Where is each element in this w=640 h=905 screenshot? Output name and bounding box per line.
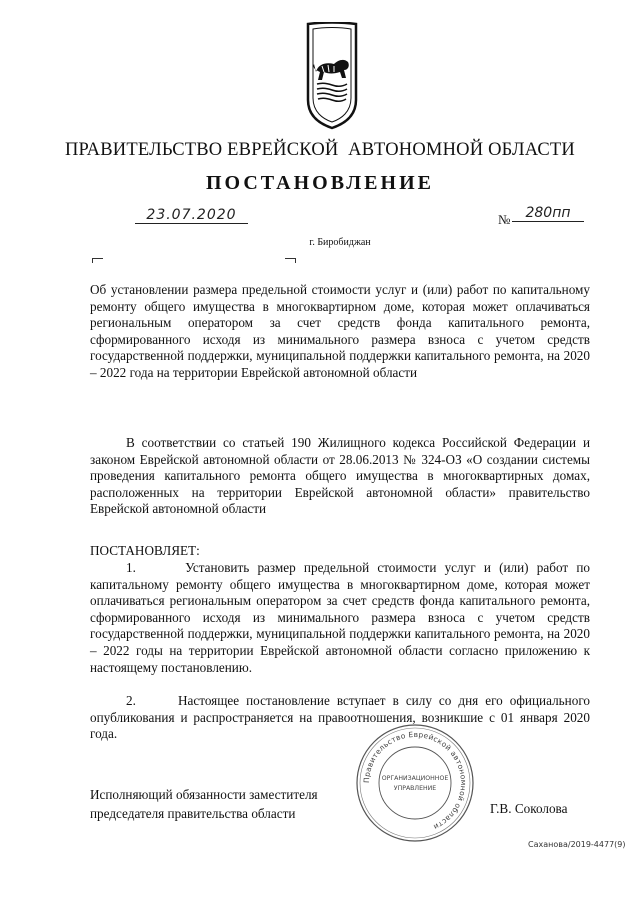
signatory-name: Г.В. Соколова (490, 801, 568, 816)
preamble-paragraph: В соответствии со статьей 190 Жилищного кодекса Российской Федерации и законом Еврейской автономной области от 28.06.2013 № 324-ОЗ «О создании системы проведения капитального ремонта общего имущества в многоквартирных домах, расположенных на территории Еврейской автономной области» правительство Еврейской автономной области (90, 435, 590, 517)
document-city: г. Биробиджан (309, 237, 371, 248)
document-date: 23.07.2020 (135, 207, 248, 224)
executor-note: Саханова/2019-4477(9) (528, 840, 626, 849)
stamp-center-line-2: УПРАВЛЕНИЕ (393, 785, 437, 792)
stamp-center-line-1: ОРГАНИЗАЦИОННОЕ (381, 775, 449, 782)
document-subject: Об установлении размера предельной стоимости услуг и (или) работ по капитальному ремонту общего имущества в многоквартирном доме, которая может оплачиваться региональным оператором за счет средств фонда капитального ремонта, сформированного исходя из минимального размера взноса с учетом средств государственной поддержки, муниципальной поддержки капитального ремонта, на 2020 – 2022 года на территории Еврейской автономной области (90, 282, 590, 380)
decree-word: ПОСТАНОВЛЯЕТ: (90, 543, 200, 558)
subject-corner-left (92, 258, 103, 263)
document-type-heading: ПОСТАНОВЛЕНИЕ (206, 172, 434, 194)
subject-corner-right (285, 258, 296, 263)
coat-of-arms-icon (302, 22, 362, 130)
document-number: 280пп (512, 205, 584, 222)
stamp-ring-text: Правительство Еврейской автономной области (361, 729, 469, 832)
government-title: ПРАВИТЕЛЬСТВО ЕВРЕЙСКОЙ АВТОНОМНОЙ ОБЛАСТИ (64, 140, 575, 160)
official-stamp-icon (354, 722, 476, 844)
decree-item-1: 1. Установить размер предельной стоимости услуг и (или) работ по капитальному ремонту общего имущества в многоквартирном доме, которая может оплачиваться региональным оператором за счет средств фонда капитального ремонта, сформированного исходя из минимального размера взноса с учетом средств государственной поддержки, муниципальной поддержки капитального ремонта, на 2020 – 2022 годы на территории Еврейской автономной области согласно приложению к настоящему постановлению. (90, 560, 590, 675)
document-number-label: № (498, 212, 511, 227)
decree-item-2: 2. Настоящее постановление вступает в силу со дня его официального опубликования и распространяется на правоотношения, возникшие с 01 января 2020 года. (90, 693, 590, 742)
signatory-position: Исполняющий обязанности заместителя председателя правительства области (90, 787, 318, 821)
